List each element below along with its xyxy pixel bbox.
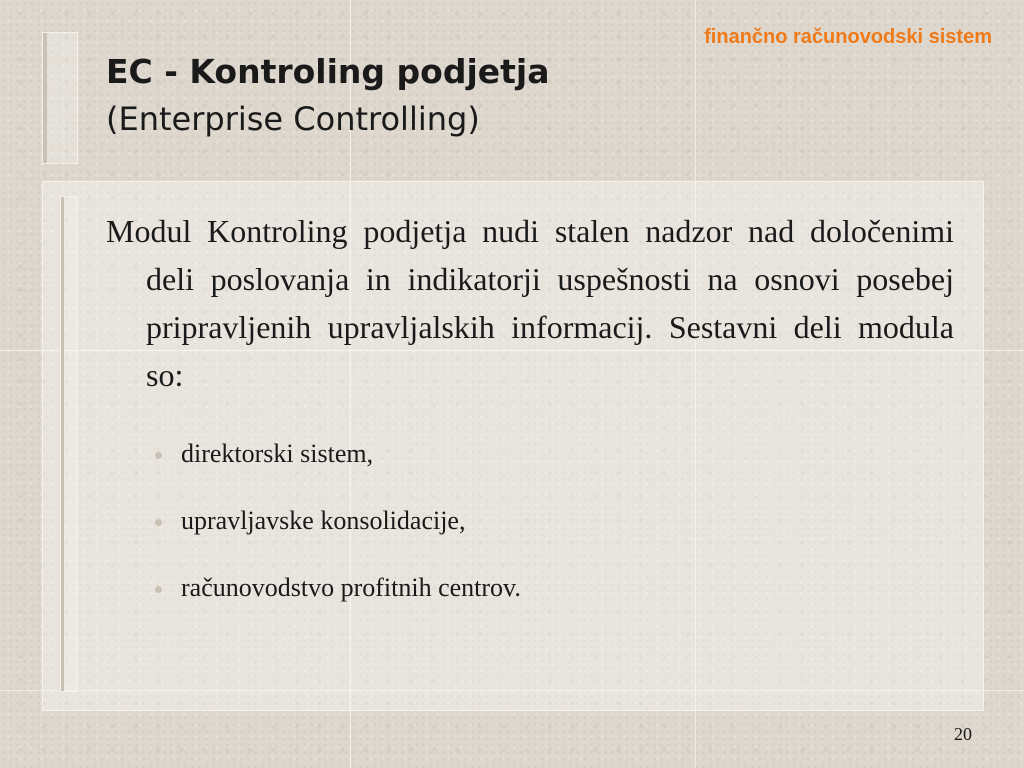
header-tag: finančno računovodski sistem — [704, 26, 992, 48]
content-decoration-bar — [60, 196, 78, 692]
list-item-text: računovodstvo profitnih centrov. — [181, 572, 521, 602]
slide-title-subtitle: (Enterprise Controlling) — [106, 100, 480, 138]
list-item-text: upravljavske konsolidacije, — [181, 505, 466, 535]
page-number: 20 — [954, 724, 972, 744]
list-item — [155, 487, 521, 554]
bullet-dot-icon — [155, 519, 162, 526]
slide-title — [106, 48, 706, 142]
bullet-dot-icon — [155, 586, 162, 593]
list-item — [155, 554, 521, 621]
slide-title-main: EC - Kontroling podjetja — [106, 52, 550, 91]
list-item-text: direktorski sistem, — [181, 438, 374, 468]
list-item — [155, 420, 521, 487]
body-paragraph: Modul Kontroling podjetja nudi stalen nadzor nad določenimi deli poslovanja in indikatorji uspešnosti na osnovi posebej pripravljenih upravljalskih informacij. Sestavni deli modula so: — [106, 213, 954, 393]
bullet-list — [155, 420, 521, 621]
bullet-dot-icon — [155, 452, 162, 459]
title-decoration-bar — [42, 32, 78, 164]
